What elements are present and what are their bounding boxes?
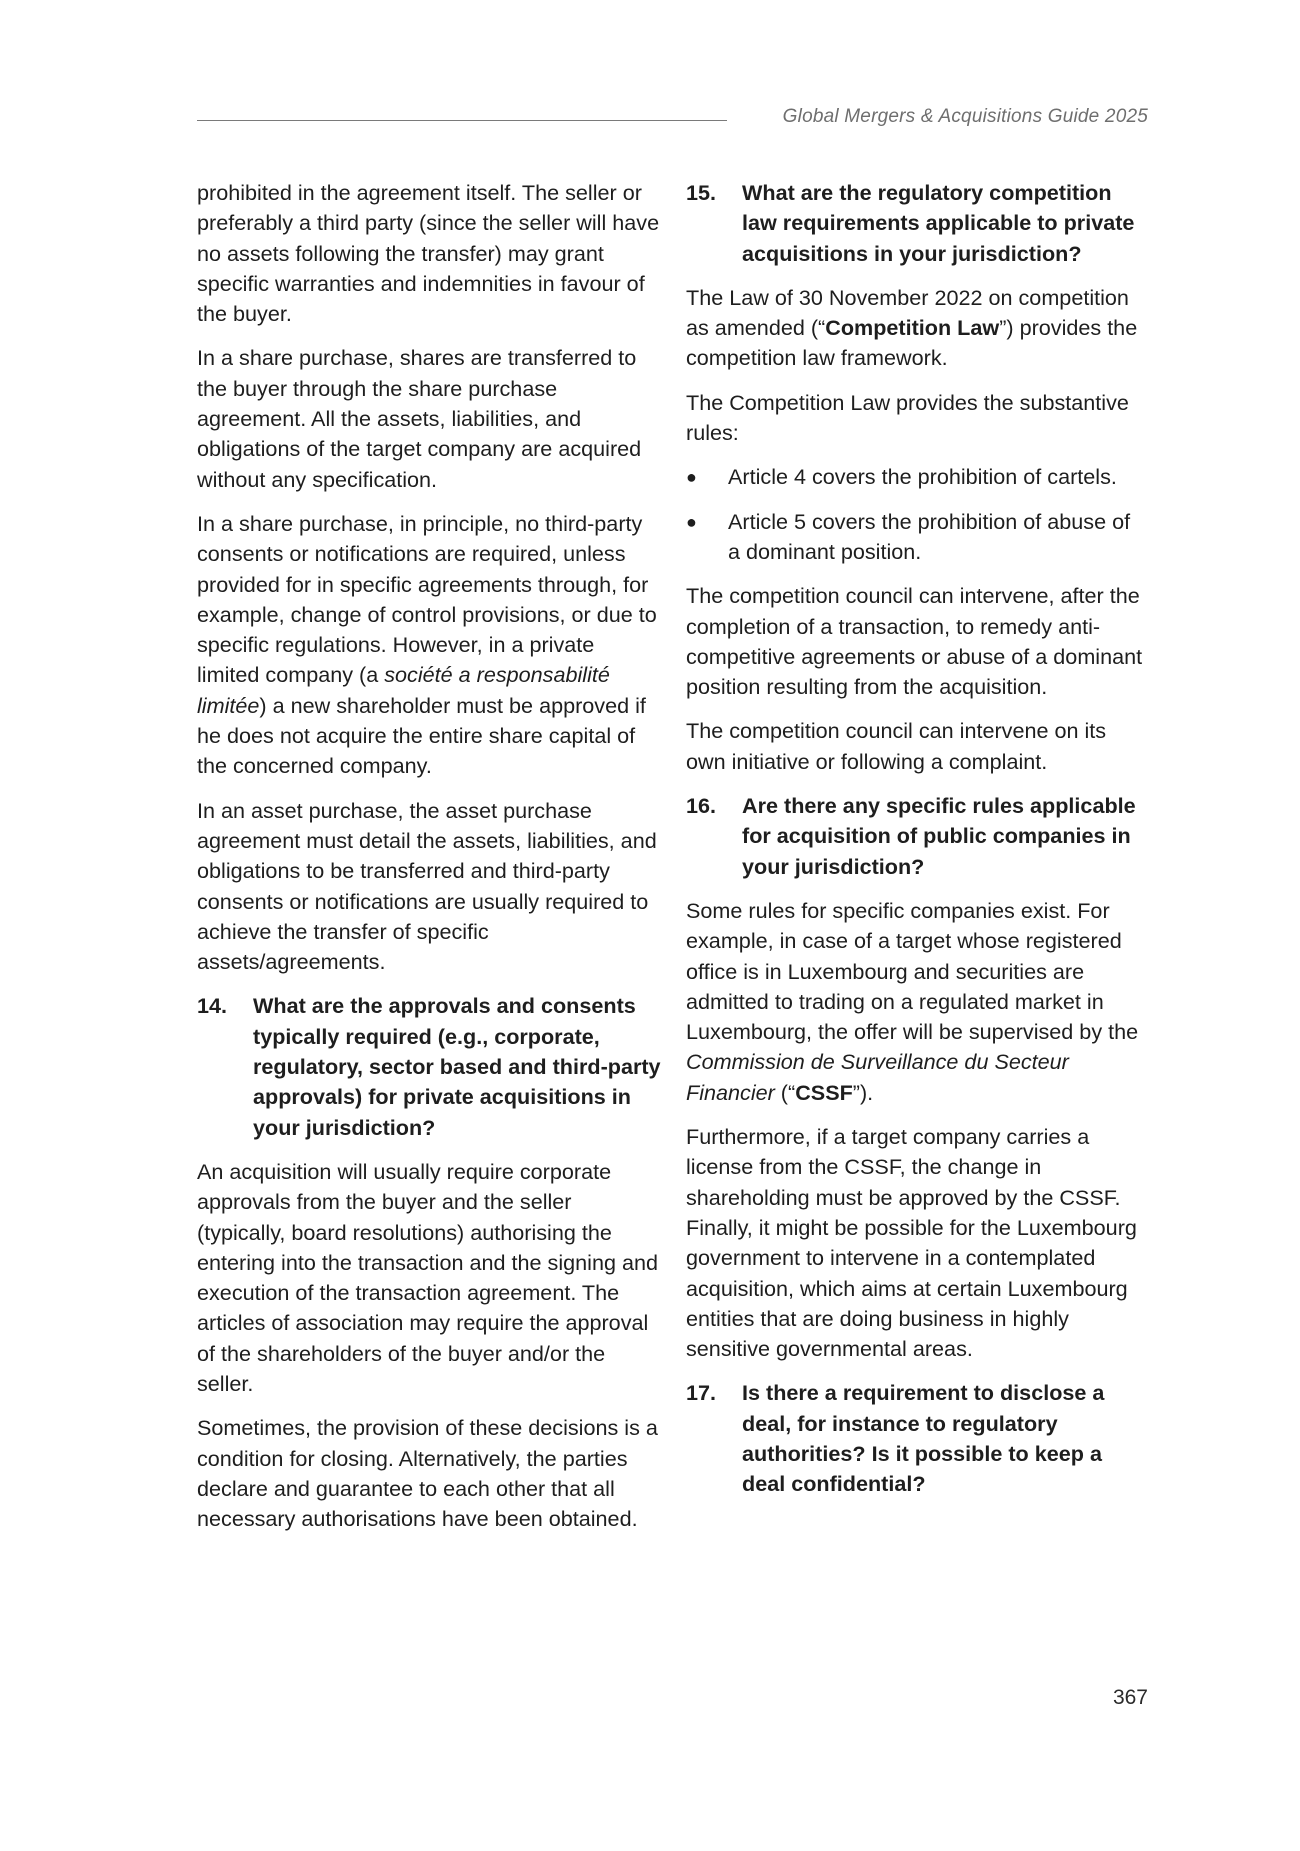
paragraph bbox=[686, 283, 1148, 374]
paragraph-text: ”) provides the competition law framework. bbox=[686, 315, 1138, 371]
paragraph bbox=[197, 509, 661, 782]
right-column bbox=[686, 178, 1148, 1514]
paragraph: The competition council can intervene, after the completion of a transaction, to remedy anti-competitive agreements or abuse of a dominant position resulting from the acquisition. bbox=[686, 583, 1143, 700]
paragraph: Furthermore, if a target company carries a license from the CSSF, the change in shareholding must be approved by the CSSF. Finally, it might be possible for the Luxembourg government to intervene in a contemplated acquisition, which aims at certain Luxembourg entities that are doing business in highly sensitive governmental areas. bbox=[686, 1124, 1137, 1362]
paragraph: An acquisition will usually require corporate approvals from the buyer and the seller (typically, board resolutions) authorising the entering into the transaction and the signing and execution of the transaction agreement. The articles of association may require the approval of the shareholders of the buyer and/or the seller. bbox=[197, 1158, 658, 1396]
paragraph: The Competition Law provides the substantive rules: bbox=[686, 389, 1129, 446]
list-item-text: Article 5 covers the prohibition of abuse of a dominant position. bbox=[728, 508, 1131, 564]
list-item bbox=[686, 507, 1148, 568]
bullet-icon: ● bbox=[686, 511, 697, 532]
italic-term: société a responsabilité limitée bbox=[197, 662, 610, 718]
paragraph: In a share purchase, shares are transferred to the buyer through the share purchase agreement. All the assets, liabilities, and obligations of the target company are acquired without any specification. bbox=[197, 345, 642, 492]
page-number: 367 bbox=[1112, 1686, 1148, 1709]
list-item-text: Article 4 covers the prohibition of cartels. bbox=[728, 464, 1117, 490]
paragraph: Sometimes, the provision of these decisions is a condition for closing. Alternatively, the parties declare and guarantee to each other that all necessary authorisations have been obtained. bbox=[197, 1415, 658, 1532]
question-number: 14. bbox=[197, 993, 228, 1019]
italic-term: Commission de Surveillance du Secteur Financier bbox=[686, 1049, 1069, 1105]
question-text: Are there any specific rules applicable for acquisition of public companies in your jurisdiction? bbox=[742, 793, 1136, 879]
paragraph-text: Some rules for specific companies exist. For example, in case of a target whose registered office is in Luxembourg and securities are admitted to trading on a regulated market in Luxembourg, the offer will be supervised by the bbox=[686, 897, 1139, 1045]
question-number: 17. bbox=[686, 1380, 717, 1406]
paragraph: prohibited in the agreement itself. The seller or preferably a third party (since the seller will have no assets following the transfer) may grant specific warranties and indemnities in favour of the buyer. bbox=[197, 180, 660, 327]
question-text: What are the regulatory competition law requirements applicable to private acquisitions in your jurisdiction? bbox=[742, 180, 1135, 266]
bullet-icon: ● bbox=[686, 467, 697, 488]
question-number: 15. bbox=[686, 180, 717, 205]
question-heading-17 bbox=[686, 1378, 1148, 1499]
defined-term: CSSF bbox=[795, 1079, 853, 1105]
running-header: Global Mergers & Acquisitions Guide 2025 bbox=[782, 106, 1148, 127]
question-text: What are the approvals and consents typically required (e.g., corporate, regulatory, sector based and third-party approvals) for private acquisitions in your jurisdiction? bbox=[253, 993, 661, 1140]
defined-term: Competition Law bbox=[825, 315, 1000, 341]
question-text: Is there a requirement to disclose a deal, for instance to regulatory authorities? Is it possible to keep a deal confidential? bbox=[742, 1380, 1105, 1497]
question-heading-14 bbox=[197, 991, 661, 1142]
question-number: 16. bbox=[686, 793, 717, 819]
header-rule bbox=[197, 120, 727, 121]
paragraph-text: In a share purchase, in principle, no third-party consents or notifications are required, unless provided for in specific agreements through, for example, change of control provisions, or due to specific regulations. However, in a private limited company (a bbox=[197, 510, 657, 688]
question-heading-15 bbox=[686, 178, 1148, 269]
left-column bbox=[197, 178, 661, 1548]
paragraph: In an asset purchase, the asset purchase agreement must detail the assets, liabilities, and obligations to be transferred and third-party consents or notifications are usually required to achieve the transfer of specific assets/agreements. bbox=[197, 797, 657, 975]
bullet-list bbox=[686, 462, 1148, 567]
paragraph-text: (“ bbox=[774, 1079, 796, 1105]
paragraph bbox=[686, 896, 1148, 1108]
paragraph: The competition council can intervene on its own initiative or following a complaint. bbox=[686, 718, 1107, 774]
paragraph-text: ”). bbox=[852, 1079, 874, 1105]
paragraph-text: The Law of 30 November 2022 on competition as amended (“ bbox=[686, 284, 1129, 341]
list-item bbox=[686, 462, 1148, 492]
paragraph-text: ) a new shareholder must be approved if he does not acquire the entire share capital of the concerned company. bbox=[197, 692, 646, 779]
question-heading-16 bbox=[686, 791, 1148, 882]
